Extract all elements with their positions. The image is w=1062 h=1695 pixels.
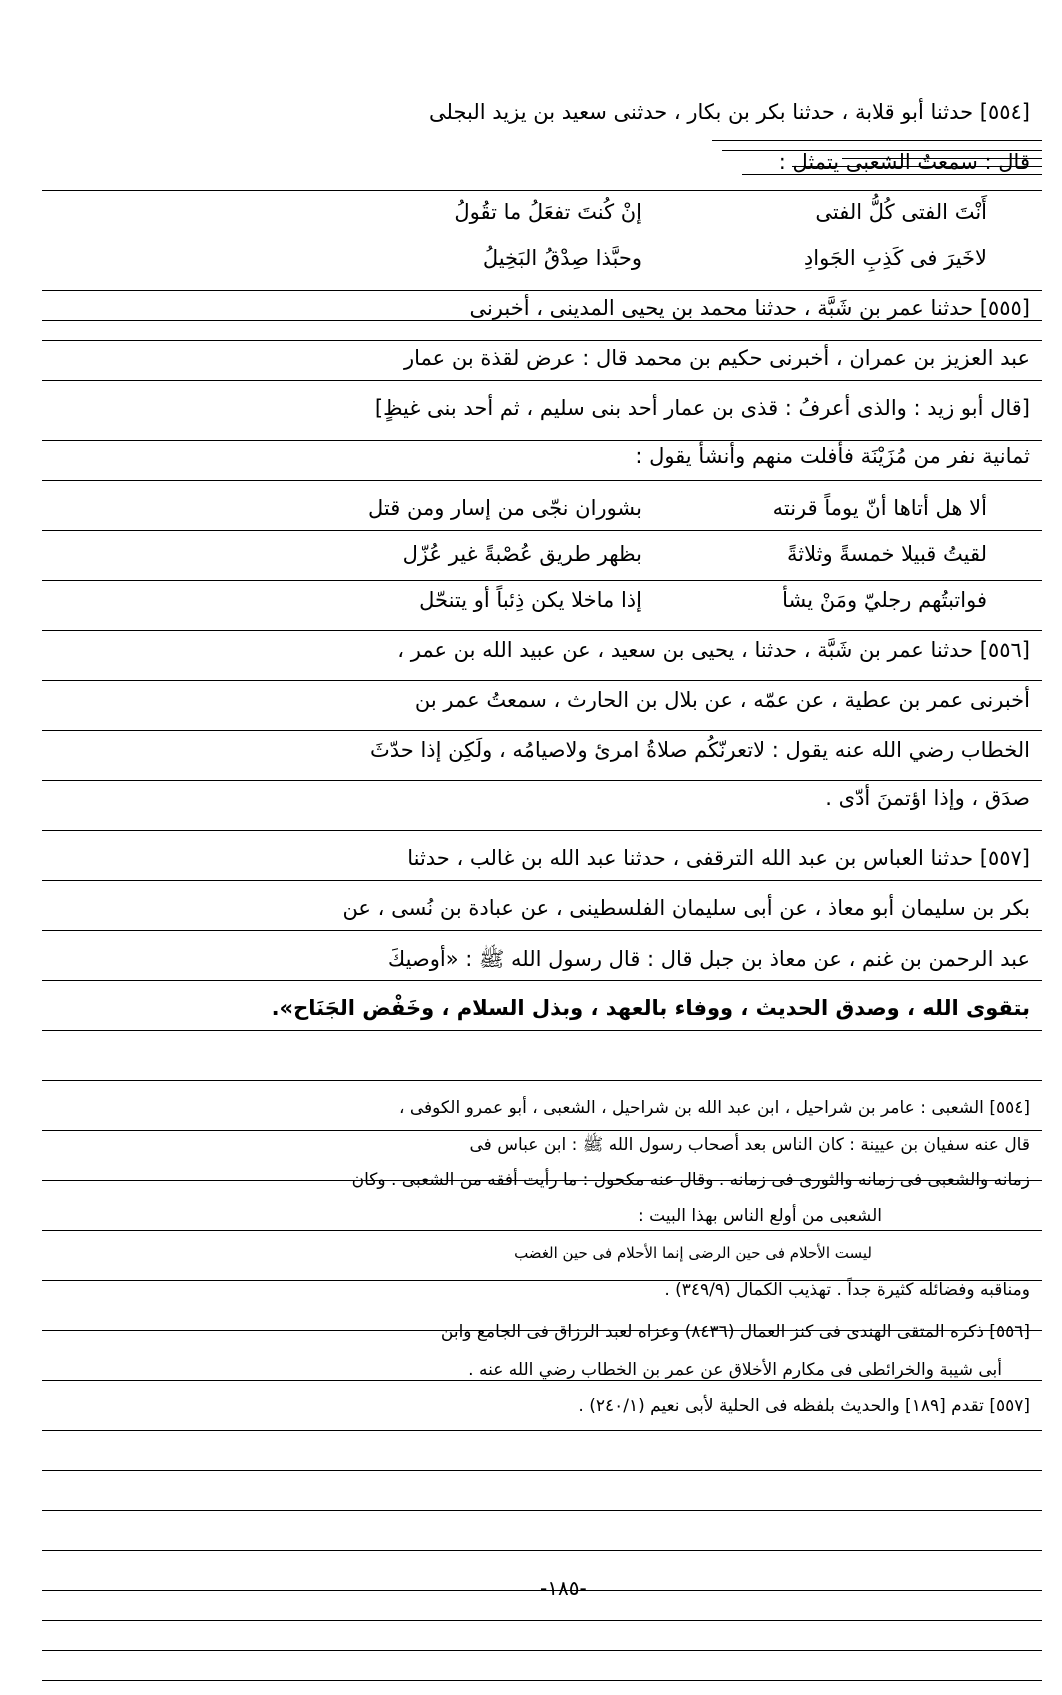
- scan-line: [42, 1620, 1042, 1621]
- verse-3-right: ألا هل أتاها أنّ يوماً قرنته: [772, 496, 987, 520]
- hadith-554-line-2: قال : سمعتُ الشعبى يتمثل :: [778, 150, 1030, 174]
- verse-2-left: وحبَّذا صِدْقُ البَخِيلُ: [482, 246, 642, 270]
- verse-1-left: إنْ كُنتَ تفعَلُ ما تقُولُ: [454, 200, 642, 224]
- scan-line: [42, 1680, 1042, 1681]
- scan-line: [42, 290, 1042, 291]
- scan-line: [42, 340, 1042, 341]
- verse-4-left: بظهر طريق عُصْبةً غير عُزّل: [402, 542, 642, 566]
- verse-2-right: لاخَيرَ فى كَذِبِ الجَوادِ: [803, 246, 987, 270]
- scan-line: [42, 630, 1042, 631]
- scan-line: [42, 530, 1042, 531]
- scan-line: [42, 1650, 1042, 1651]
- footnote-554-line-1: [٥٥٤] الشعبى : عامر بن شراحيل ، ابن عبد الله بن شراحيل ، الشعبى ، أبو عمرو الكوفى ،: [398, 1098, 1030, 1118]
- verse-4-right: لقيتُ قبيلا خمسةً وثلاثةً: [787, 542, 987, 566]
- scan-line: [42, 1430, 1042, 1431]
- hadith-557-line-1: [٥٥٧] حدثنا العباس بن عبد الله الترقفى ، حدثنا عبد الله بن غالب ، حدثنا: [407, 846, 1030, 870]
- hadith-555-line-3: [قال أبو زيد : والذى أعرفُ : قذى بن عمار أحد بنى سليم ، ثم أحد بنى غيظٍ]: [374, 396, 1030, 420]
- scan-line: [42, 830, 1042, 831]
- footnote-556-line-1: [٥٥٦] ذكره المتقى الهندى فى كنز العمال (٨٤٣٦) وعزاه لعبد الرزاق فى الجامع وابن: [440, 1322, 1030, 1342]
- scan-line: [42, 480, 1042, 481]
- hadith-557-line-2: بكر بن سليمان أبو معاذ ، عن أبى سليمان الفلسطينى ، عن عبادة بن نُسى ، عن: [342, 896, 1030, 920]
- footnote-554-line-5: ومناقبه وفضائله كثيرة جداً . تهذيب الكمال (٣٤٩/٩) .: [664, 1280, 1030, 1300]
- footnote-557: [٥٥٧] تقدم [١٨٩] والحديث بلفظه فى الحلية لأبى نعيم (٢٤٠/١) .: [578, 1396, 1030, 1416]
- scan-line: [742, 174, 1042, 175]
- page-number: -١٨٥-: [540, 1576, 587, 1600]
- footnote-556-line-2: أبى شيبة والخرائطى فى مكارم الأخلاق عن عمر بن الخطاب رضي الله عنه .: [468, 1360, 1002, 1380]
- hadith-555-line-1: [٥٥٥] حدثنا عمر بن شَبَّة ، حدثنا محمد بن يحيى المدينى ، أخبرنى: [469, 296, 1030, 320]
- scan-line: [42, 730, 1042, 731]
- scan-line: [42, 580, 1042, 581]
- scan-line: [42, 440, 1042, 441]
- hadith-554-line-1: [٥٥٤] حدثنا أبو قلابة ، حدثنا بكر بن بكار ، حدثنى سعيد بن يزيد البجلى: [429, 100, 1030, 124]
- hadith-556-line-3: الخطاب رضي الله عنه يقول : لاتعرنّكُم صلاةُ امرئ ولاصيامُه ، ولَكِن إذا حدّثَ: [370, 738, 1030, 762]
- scan-line: [42, 1130, 1042, 1131]
- scan-line: [42, 980, 1042, 981]
- verse-5-left: إذا ماخلا يكن ذِئباً أو يتنحّل: [419, 588, 642, 612]
- hadith-556-line-4: صدَق ، وإذا اؤتمنَ أدّى .: [825, 786, 1030, 810]
- verse-3-left: بشوران نجّى من إسار ومن قتل: [368, 496, 642, 520]
- scan-line: [42, 380, 1042, 381]
- scan-line: [42, 1080, 1042, 1081]
- verse-1-right: أَنْتَ الفتى كُلُّ الفتى: [815, 200, 987, 224]
- footnote-554-verse: ليست الأحلام فى حين الرضى إنما الأحلام فى حين الغضب: [514, 1244, 872, 1262]
- scan-line: [712, 140, 1042, 141]
- scan-line: [42, 680, 1042, 681]
- hadith-557-line-3: عبد الرحمن بن غنم ، عن معاذ بن جبل قال : قال رسول الله ﷺ : «أوصيكَ: [387, 947, 1030, 971]
- hadith-556-line-2: أخبرنى عمر بن عطية ، عن عمّه ، عن بلال بن الحارث ، سمعتُ عمر بن: [414, 688, 1030, 712]
- hadith-556-line-1: [٥٥٦] حدثنا عمر بن شَبَّة ، حدثنا ، يحيى بن سعيد ، عن عبيد الله بن عمر ،: [397, 638, 1030, 662]
- scan-line: [42, 780, 1042, 781]
- scan-line: [42, 320, 1042, 321]
- scan-line: [42, 1510, 1042, 1511]
- scan-line: [42, 1030, 1042, 1031]
- scan-line: [42, 880, 1042, 881]
- footnote-554-line-3: زمانه والشعبى فى زمانه والثورى فى زمانه . وقال عنه مكحول : ما رأيت أفقه من الشعبى . وكان: [351, 1170, 1030, 1190]
- hadith-555-line-2: عبد العزيز بن عمران ، أخبرنى حكيم بن محمد قال : عرض لقذة بن عمار: [404, 346, 1030, 370]
- verse-5-right: فواتبتُهم رجليّ ومَنْ يشأ: [782, 588, 987, 612]
- scan-line: [42, 1550, 1042, 1551]
- scan-line: [42, 930, 1042, 931]
- scan-line: [42, 190, 1042, 191]
- scan-line: [42, 1230, 1042, 1231]
- footnote-554-line-2: قال عنه سفيان بن عيينة : كان الناس بعد أصحاب رسول الله ﷺ : ابن عباس فى: [469, 1135, 1030, 1155]
- scan-line: [42, 1470, 1042, 1471]
- hadith-555-line-4: ثمانية نفر من مُزَيْنَة فأفلت منهم وأنشأ يقول :: [635, 444, 1030, 468]
- scan-line: [42, 1380, 1042, 1381]
- footnote-554-line-4: الشعبى من أولع الناس بهذا البيت :: [638, 1206, 882, 1226]
- hadith-557-line-4: بتقوى الله ، وصدق الحديث ، ووفاء بالعهد ، وبذل السلام ، وخَفْض الجَنَاح».: [271, 996, 1030, 1020]
